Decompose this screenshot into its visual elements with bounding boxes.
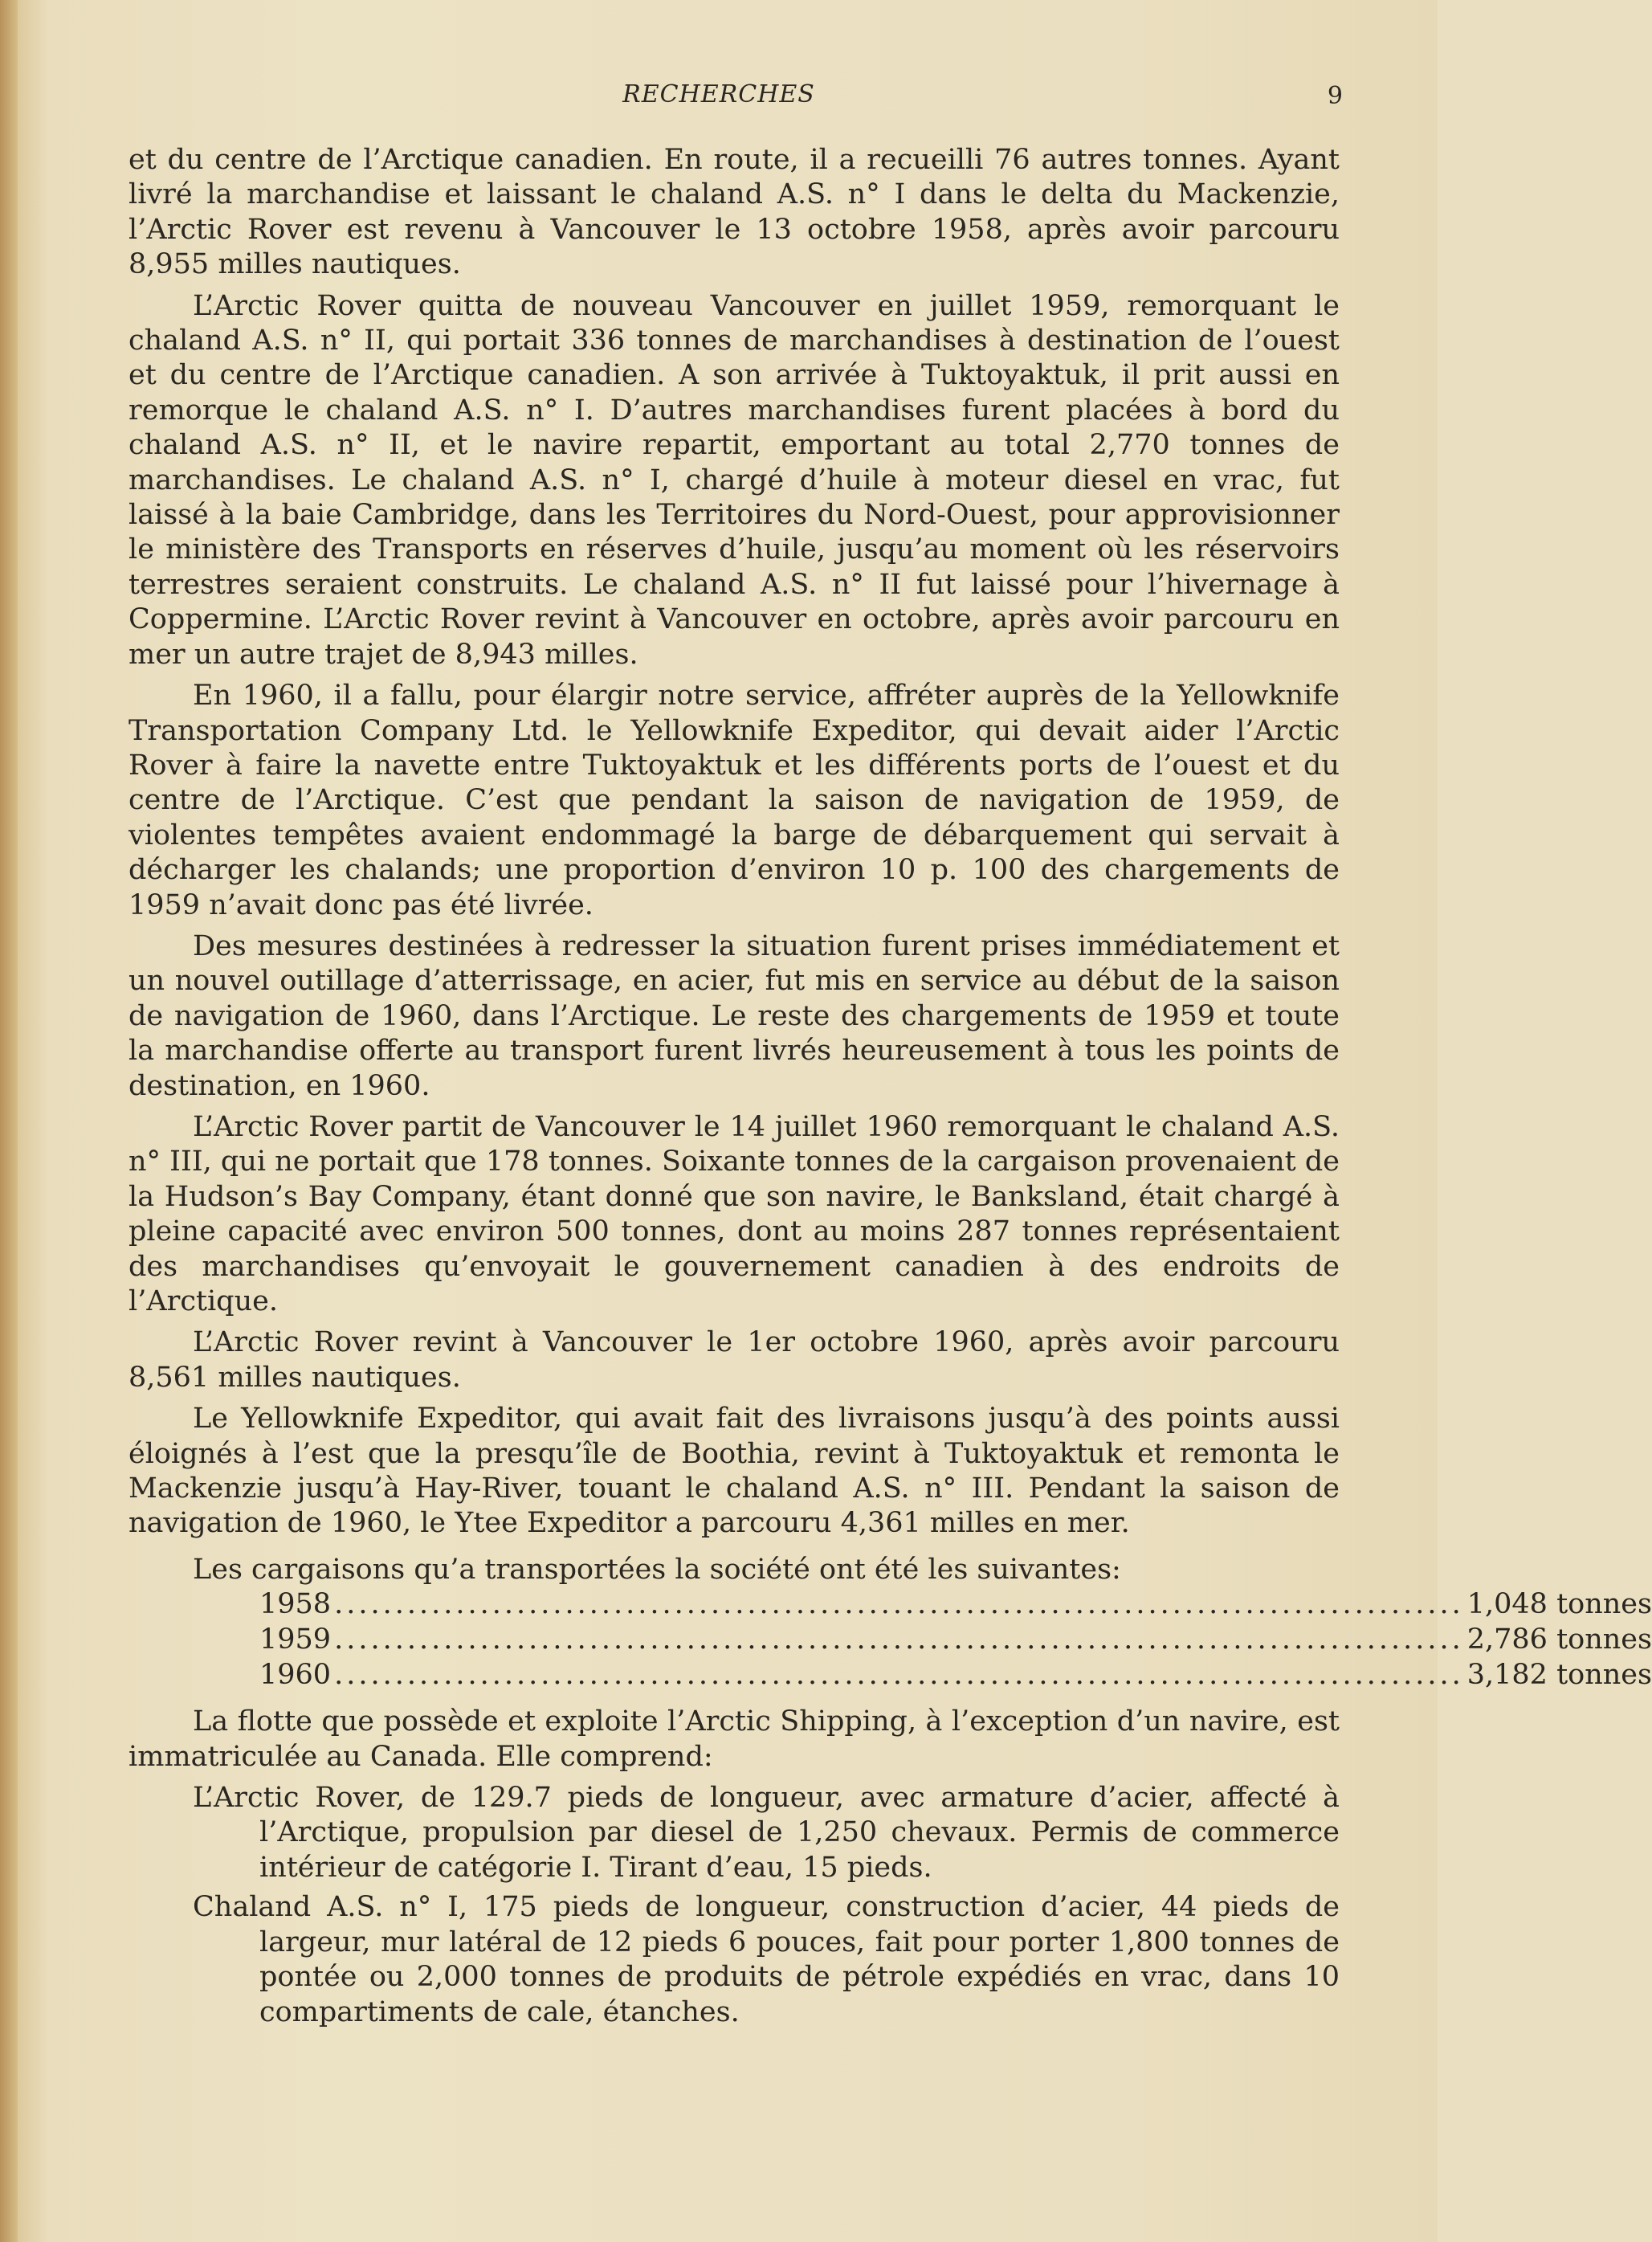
page-number: 9 xyxy=(1327,82,1343,110)
cargo-year: 1960 xyxy=(259,1659,332,1692)
paragraph: et du centre de l’Arctique canadien. En route, il a recueilli 76 autres tonnes. Ayant livré la marchandise et laissant le chaland A.S. n° I dans le delta du Mackenzie, l’Arctic Rover est revenu à Vancouver le 13 octobre 1958, après avoir parcouru 8,955 milles nautiques. xyxy=(128,144,1340,281)
leader-dots: ............................................................................................. xyxy=(334,1623,1464,1656)
fleet-intro: La flotte que possède et exploite l’Arctic Shipping, à l’exception d’un navire, est immatriculée au Canada. Elle comprend: xyxy=(128,1705,1340,1773)
cargo-row xyxy=(259,1623,1652,1658)
cargo-table xyxy=(259,1587,1652,1693)
paragraph: En 1960, il a fallu, pour élargir notre service, affréter auprès de la Yellowknife Transportation Company Ltd. le Yellowknife Expeditor, qui devait aider l’Arctic Rover à faire la navette entre Tuktoyaktuk et les différents ports de l’ouest et du centre de l’Arctique. C’est que pendant la saison de navigation de 1959, de violentes tempêtes avaient endommagé la barge de débarquement qui servait à décharger les chalands; une proportion d’environ 10 p. 100 des chargements de 1959 n’avait donc pas été livrée. xyxy=(128,680,1340,921)
paragraph: L’Arctic Rover revint à Vancouver le 1er octobre 1960, après avoir parcouru 8,561 milles nautiques. xyxy=(128,1326,1340,1394)
paragraph: L’Arctic Rover partit de Vancouver le 14 juillet 1960 remorquant le chaland A.S. n° III, qui ne portait que 178 tonnes. Soixante tonnes de la cargaison provenaient de la Hudson’s Bay Company, étant donné que son navire, le Banksland, était chargé à pleine capacité avec environ 500 tonnes, dont au moins 287 tonnes représentaient des marchandises qu’envoyait le gouvernement canadien à des endroits de l’Arctique. xyxy=(128,1110,1340,1317)
leader-dots: ............................................................................................. xyxy=(334,1588,1464,1621)
cargo-intro: Les cargaisons qu’a transportées la société ont été les suivantes: xyxy=(193,1553,1121,1586)
cargo-value: 3,182 tonnes xyxy=(1466,1659,1652,1692)
fleet-item: Chaland A.S. n° I, 175 pieds de longueur, construction d’acier, 44 pieds de largeur, mur latéral de 12 pieds 6 pouces, fait pour porter 1,800 tonnes de pontée ou 2,000 tonnes de produits de pétrole expédiés en vrac, dans 10 compartiments de cale, étanches. xyxy=(193,1891,1340,2028)
cargo-row xyxy=(259,1658,1652,1693)
paragraph: Le Yellowknife Expeditor, qui avait fait des livraisons jusqu’à des points aussi éloignés à l’est que la presqu’île de Boothia, revint à Tuktoyaktuk et remonta le Mackenzie jusqu’à Hay-River, touant le chaland A.S. n° III. Pendant la saison de navigation de 1960, le Ytee Expeditor a parcouru 4,361 milles en mer. xyxy=(128,1403,1340,1540)
cargo-year: 1959 xyxy=(259,1623,332,1656)
cargo-value: 1,048 tonnes xyxy=(1466,1588,1652,1621)
paragraph: L’Arctic Rover quitta de nouveau Vancouver en juillet 1959, remorquant le chaland A.S. n° II, qui portait 336 tonnes de marchandises à destination de l’ouest et du centre de l’Arctique canadien. A son arrivée à Tuktoyaktuk, il prit aussi en remorque le chaland A.S. n° I. D’autres marchandises furent placées à bord du chaland A.S. n° II, et le navire repartit, emportant au total 2,770 tonnes de marchandises. Le chaland A.S. n° I, chargé d’huile à moteur diesel en vrac, fut laissé à la baie Cambridge, dans les Territoires du Nord-Ouest, pour approvisionner le ministère des Transports en réserves d’huile, jusqu’au moment où les réservoirs terrestres seraient construits. Le chaland A.S. n° II fut laissé pour l’hivernage à Coppermine. L’Arctic Rover revint à Vancouver en octobre, après avoir parcouru en mer un autre trajet de 8,943 milles. xyxy=(128,289,1340,671)
leader-dots: ............................................................................................. xyxy=(334,1659,1464,1692)
paragraph: Des mesures destinées à redresser la situation furent prises immédiatement et un nouvel outillage d’atterrissage, en acier, fut mis en service au début de la saison de navigation de 1960, dans l’Arctique. Le reste des chargements de 1959 et toute la marchandise offerte au transport furent livrés heureusement à tous les points de destination, en 1960. xyxy=(128,929,1340,1102)
cargo-value: 2,786 tonnes xyxy=(1466,1623,1652,1656)
fleet-item: L’Arctic Rover, de 129.7 pieds de longueur, avec armature d’acier, affecté à l’Arctique, propulsion par diesel de 1,250 chevaux. Permis de commerce intérieur de catégorie I. Tirant d’eau, 15 pieds. xyxy=(193,1782,1340,1884)
cargo-row xyxy=(259,1587,1652,1623)
running-title: RECHERCHES xyxy=(622,80,815,108)
page-binding-edge xyxy=(0,0,18,2242)
cargo-year: 1958 xyxy=(259,1588,332,1621)
running-header xyxy=(0,80,1438,120)
body-text xyxy=(128,143,1652,2035)
